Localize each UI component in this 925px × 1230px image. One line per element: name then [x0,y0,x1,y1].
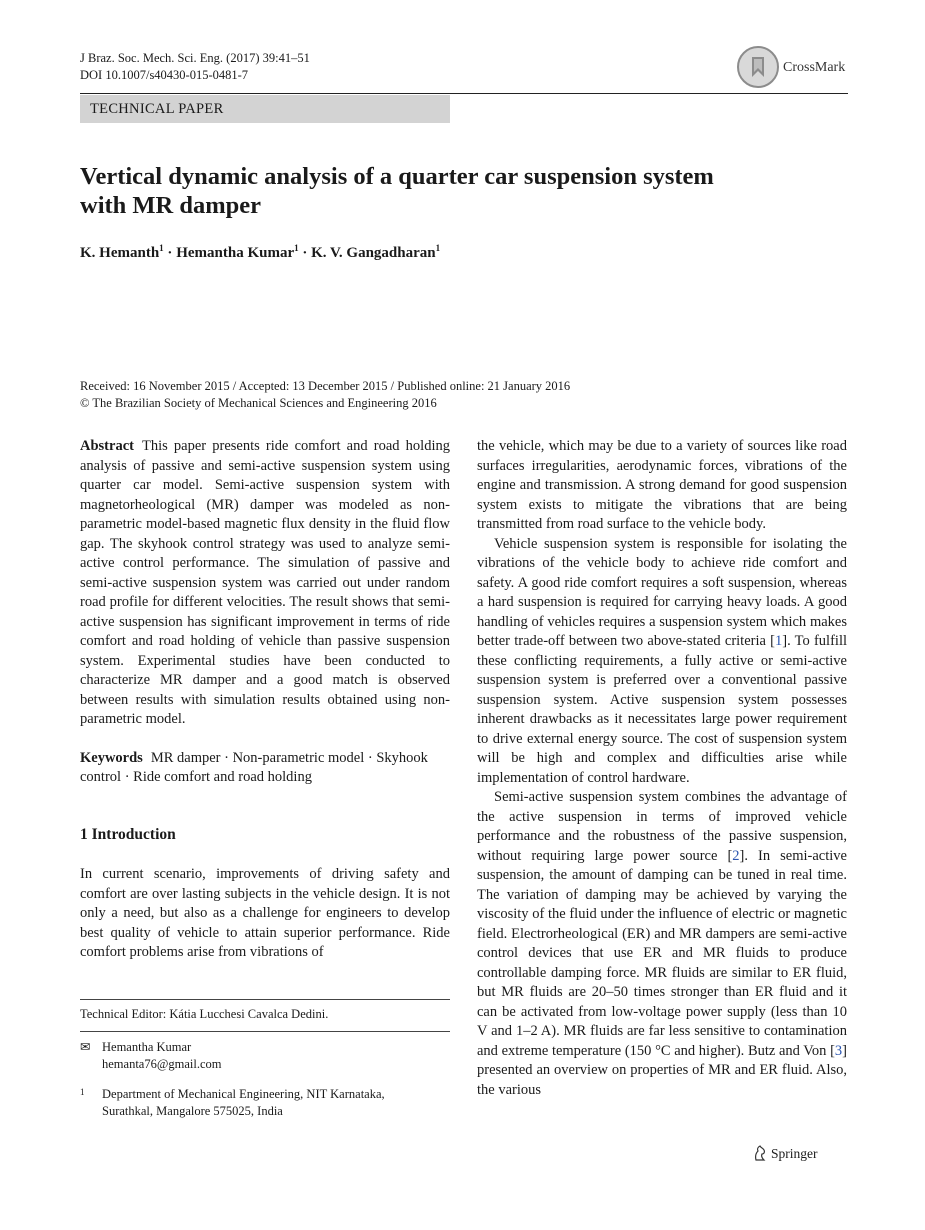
publisher-name: Springer [771,1146,818,1161]
journal-citation [80,50,310,84]
keywords-label: Keywords [80,749,143,766]
springer-horse-icon [753,1145,767,1161]
envelope-icon: ✉ [80,1040,91,1054]
paragraph-text: Vehicle suspension system is responsible for isolating the vibrations of the vehicle body to achieve ride comfort and safety. A good ride comfort requires a soft suspension, whereas a hard suspension is required for carrying heavy loads. A good handling of vehicles requires a suspension system which makes better trade-off between two above-stated criteria [ [477,535,847,649]
right-column [477,437,847,1100]
contact-email[interactable]: hemanta76@gmail.com [102,1057,222,1071]
publication-history [80,378,570,412]
copyright: © The Brazilian Society of Mechanical Sciences and Engineering 2016 [80,396,437,410]
corresponding-author [80,1039,450,1073]
author-name[interactable]: K. V. Gangadharan [311,245,436,261]
keywords-text: MR damper · Non-parametric model · Skyhook control · Ride comfort and road holding [80,749,428,785]
body-paragraph: the vehicle, which may be due to a variety of sources like road surfaces irregularities, aerodynamic forces, vibrations of the engine and transmission. A strong demand for good suspension system exists to mitigate the vibrations that are being transmitted from road surface to the vehicle body. [477,438,847,532]
crossmark-badge[interactable] [737,46,857,94]
technical-editor-note: Technical Editor: Kátia Lucchesi Cavalca Dedini. [80,1007,329,1021]
paragraph-text: ]. In semi-active suspension, the amount of damping can be tuned in real time. The variation of damping may be achieved by varying the viscosity of the fluid under the influence of electric or magnetic field. Electrorheological (ER) and MR dampers are semi-active control devices that use ER and MR fluids to produce controllable damping force. MR fluids are similar to ER fluid, but MR fluids are 20–50 times stronger than ER fluid and it can be activated from low-voltage power supply (less than 10 V and 1–2 A). MR fluids are far less sensitive to contamination and extreme temperature (150 °C and higher). Butz and Von [ [477,847,847,1059]
contact-name: Hemantha Kumar [102,1040,192,1054]
crossmark-label: CrossMark [783,60,846,75]
affiliation-line: Department of Mechanical Engineering, NIT Karnataka, [102,1087,385,1101]
history-dates: Received: 16 November 2015 / Accepted: 13 December 2015 / Published online: 21 January 2016 [80,379,571,393]
journal-reference: J Braz. Soc. Mech. Sci. Eng. (2017) 39:41–51 [80,51,310,65]
crossmark-icon [737,46,779,88]
intro-paragraph: In current scenario, improvements of driving safety and comfort are over lasting subjects in the vehicle design. It is not only a need, but also as a challenge for engineers to develop best quality of vehicle to attain superior performance. Ride comfort problems arise from vibrations of [80,866,450,960]
citation-link[interactable]: 1 [775,633,783,649]
author-affiliation: 1 [159,243,164,253]
abstract-text: This paper presents ride comfort and road holding analysis of passive and semi-active suspension system using quarter car model. Semi-active suspension system with magnetorheological (MR) damper was modeled as non-parametric model-based magnetic flux density in the fluid flow gap. The skyhook control strategy was used to analyze semi-active control performance. The simulation of passive and semi-active suspension system was carried out under random road profile for different velocities. The result shows that semi-active suspension has significant improvement in terms of ride comfort and road holding of vehicle than passive suspension system. Experimental studies have been conducted to characterize MR damper and a good match is observed between results with simulation results obtained using non-parametric model. [80,438,450,727]
title-line-2: with MR damper [80,192,262,219]
body-paragraph [477,535,847,789]
abstract-section [80,437,450,788]
affiliation-footnote [80,1086,450,1120]
introduction-body [80,865,450,963]
author-affiliation: 1 [294,243,299,253]
paragraph-text: Semi-active suspension system combines the advantage of the active suspension in terms of improved vehicle performance and the robustness of the passive suspension, without requiring large power source [ [477,789,847,864]
header-rule [80,93,848,94]
citation-link[interactable]: 3 [834,1042,843,1059]
abstract-label: Abstract [80,438,134,454]
keywords-paragraph [80,749,450,788]
author-separator: · [163,245,177,261]
body-paragraph [477,788,847,1100]
author-affiliation: 1 [435,243,441,253]
affiliation-line: Surathkal, Mangalore 575025, India [102,1104,283,1118]
publisher-logo [753,1145,818,1162]
author-name[interactable]: Hemantha Kumar [176,245,295,261]
author-separator: · [298,245,312,261]
paper-title [80,162,840,220]
affiliation-number: 1 [80,1087,85,1097]
article-type-tag: TECHNICAL PAPER [80,95,450,123]
citation-link[interactable]: 2 [732,847,740,864]
footnote-divider [80,999,450,1000]
paragraph-text: ]. To fulfill these conflicting requirements, a fully active or semi-active suspension system is preferred over a conventional passive suspension system. Active suspension system possesses inherent drawbacks as it necessitates large power requirement to drive external energy source. The cost of suspension system will be high and complex and difficulties arise while implementation of control hardware. [477,633,847,786]
author-list [80,243,440,262]
abstract-paragraph [80,437,450,730]
author-name[interactable]: K. Hemanth [80,245,160,261]
doi[interactable]: DOI 10.1007/s40430-015-0481-7 [80,68,249,82]
title-line-1: Vertical dynamic analysis of a quarter car suspension system [80,163,714,190]
section-heading-introduction: 1 Introduction [80,826,176,843]
paragraph-text: ] presented an overview on properties of MR and ER fluid. Also, the various [477,1042,847,1098]
footnote-divider [80,1031,450,1032]
